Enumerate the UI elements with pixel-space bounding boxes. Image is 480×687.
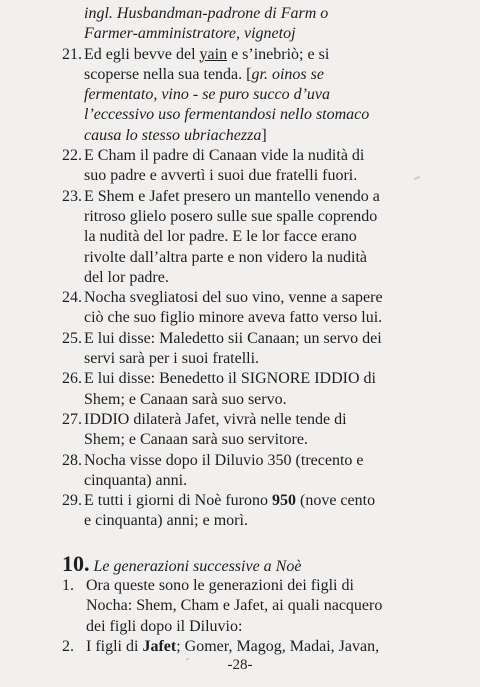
verse-23: 23. E Shem e Jafet presero un mantello venendo a ritroso glielo posero sulle sue spalle coprendo la nudità del lor padre. E le lor facce erano rivolte dall’altra parte e non videro la nudità del lor padre. [62, 187, 380, 286]
verse-number: 23. [62, 187, 82, 205]
verse-28: 28. Nocha visse dopo il Diluvio 350 (trecento e cinquanta) anni. [62, 451, 364, 489]
verse-number: 29. [62, 492, 82, 510]
verse-number: 28. [62, 451, 82, 469]
section-title: Le generazioni successive a Noè [93, 558, 302, 575]
verse-number: 24. [62, 289, 82, 307]
verse-22: 22. E Cham il padre di Canaan vide la nudità di suo padre e avvertì i suoi due fratelli fuori. [62, 147, 365, 185]
item-number: 2. [62, 637, 74, 655]
verse-27: 27. IDDIO dilaterà Jafet, vivrà nelle tende di Shem; e Canaan sarà suo servitore. [62, 410, 347, 449]
verse-number: 26. [62, 370, 82, 388]
footnote-line: ingl. Husbandman-padrone di Farm o [84, 5, 329, 22]
verse-29: 29. E tutti i giorni di Noè furono 950 (nove cento e cinquanta) anni; e morì. [62, 492, 376, 530]
section-number: 10. [62, 551, 90, 576]
footnote-line: Farmer-amministratore, vignetoj [84, 25, 296, 43]
verse-block [62, 4, 408, 532]
numbered-list [62, 576, 408, 657]
list-item: 1. Ora queste sono le generazioni dei figli di Nocha: Shem, Cham e Jafet, ai quali nacquero dei figli dopo il Diluvio: [62, 577, 383, 635]
verse-26: 26. E lui disse: Benedetto il SIGNORE IDDIO di Shem; e Canaan sarà suo servo. [62, 370, 376, 408]
bold-number: 950 [271, 492, 296, 510]
verse-number: 25. [62, 329, 82, 347]
verse-24: 24. Nocha svegliatosi del suo vino, venne a sapere ciò che suo figlio minore aveva fatto verso lui. [62, 289, 383, 327]
page-number: -28- [227, 657, 253, 673]
verse-21: 21. Ed egli bevve del yain e s’inebriò; e si scoperse nella sua tenda. [gr. oinos se fermentato, vino - se puro succo d’uva l’eccessivo uso fermentandosi nello stomaco causa lo stesso ubriachezza] [62, 45, 370, 144]
bold-name: Jafet [142, 637, 177, 655]
verse-number: 21. [62, 45, 82, 63]
list-item: 2. I figli di Jafet; Gomer, Magog, Madai, Javan, [62, 637, 408, 657]
underlined-word: yain [199, 45, 228, 63]
paper-speck [414, 176, 420, 180]
verse-number: 22. [62, 147, 82, 165]
section-heading [62, 551, 301, 577]
item-number: 1. [62, 577, 74, 594]
verse-number: 27. [62, 410, 82, 428]
verse-25: 25. E lui disse: Maledetto sii Canaan; un servo dei servi sarà per i suoi fratelli. [62, 329, 382, 368]
